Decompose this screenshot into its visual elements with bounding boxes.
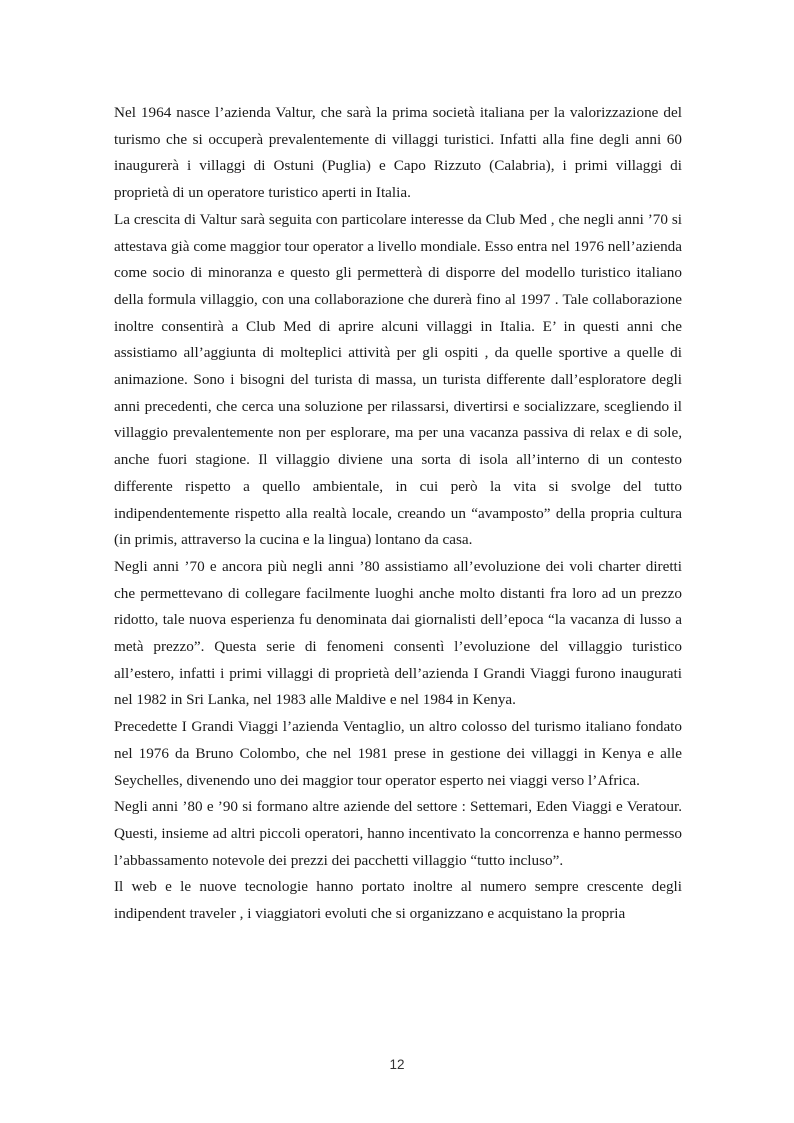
paragraph-new-operators: Negli anni ’80 e ’90 si formano altre aziende del settore : Settemari, Eden Viaggi e Veratour. Questi, insieme ad altri piccoli operatori, hanno incentivato la concorrenza e hanno permesso l’abbassamento notevole dei prezzi dei pacchetti villaggio “tutto incluso”. — [114, 798, 682, 869]
body-text — [114, 100, 682, 928]
paragraph-charter-flights: Negli anni ’70 e ancora più negli anni ’80 assistiamo all’evoluzione dei voli charter diretti che permettevano di collegare facilmente luoghi anche molto distanti fra loro ad un prezzo ridotto, tale nuova esperienza fu denominata dai giornalisti dell’epoca “la vacanza di lusso a metà prezzo”. Questa serie di fenomeni consentì l’evoluzione del villaggio turistico all’estero, infatti i primi villaggi di proprietà dell’azienda I Grandi Viaggi furono inaugurati nel 1982 in Sri Lanka, nel 1983 alle Maldive e nel 1984 in Kenya. — [114, 557, 682, 709]
paragraph-web-travelers: Il web e le nuove tecnologie hanno portato inoltre al numero sempre crescente degli indipendent traveler , i viaggiatori evoluti che si organizzano e acquistano la propria — [114, 878, 682, 923]
paragraph-valtur-founding: Nel 1964 nasce l’azienda Valtur, che sarà la prima società italiana per la valorizzazione del turismo che si occuperà prevalentemente di villaggi turistici. Infatti alla fine degli anni 60 inaugurerà i villaggi di Ostuni (Puglia) e Capo Rizzuto (Calabria), i primi villaggi di proprietà di un operatore turistico aperti in Italia. — [114, 104, 682, 202]
paragraph-club-med: La crescita di Valtur sarà seguita con particolare interesse da Club Med , che negli anni ’70 si attestava già come maggior tour operator a livello mondiale. Esso entra nel 1976 nell’azienda come socio di minoranza e questo gli permetterà di disporre del modello turistico italiano della formula villaggio, con una collaborazione che durerà fino al 1997 . Tale collaborazione inoltre consentirà a Club Med di aprire alcuni villaggi in Italia. E’ in questi anni che assistiamo all’aggiunta di molteplici attività per gli ospiti , da quelle sportive a quelle di animazione. Sono i bisogni del turista di massa, un turista differente dall’esploratore degli anni precedenti, che cerca una soluzione per rilassarsi, divertirsi e socializzare, scegliendo il villaggio prevalentemente non per esplorare, ma per una vacanza passiva di relax e di sole, anche fuori stagione. Il villaggio diviene una sorta di isola all’interno di un contesto differente rispetto a quello ambientale, in cui però la vita si svolge del tutto indipendentemente rispetto alla realtà locale, creando un “avamposto” della propria cultura (in primis, attraverso la cucina e la lingua) lontano da casa. — [114, 210, 682, 549]
paragraph-ventaglio: Precedette I Grandi Viaggi l’azienda Ventaglio, un altro colosso del turismo italiano fondato nel 1976 da Bruno Colombo, che nel 1981 prese in gestione dei villaggi in Kenya e alle Seychelles, divenendo uno dei maggior tour operator esperto nei viaggi verso l’Africa. — [114, 718, 682, 789]
page-number: 12 — [389, 1057, 405, 1072]
